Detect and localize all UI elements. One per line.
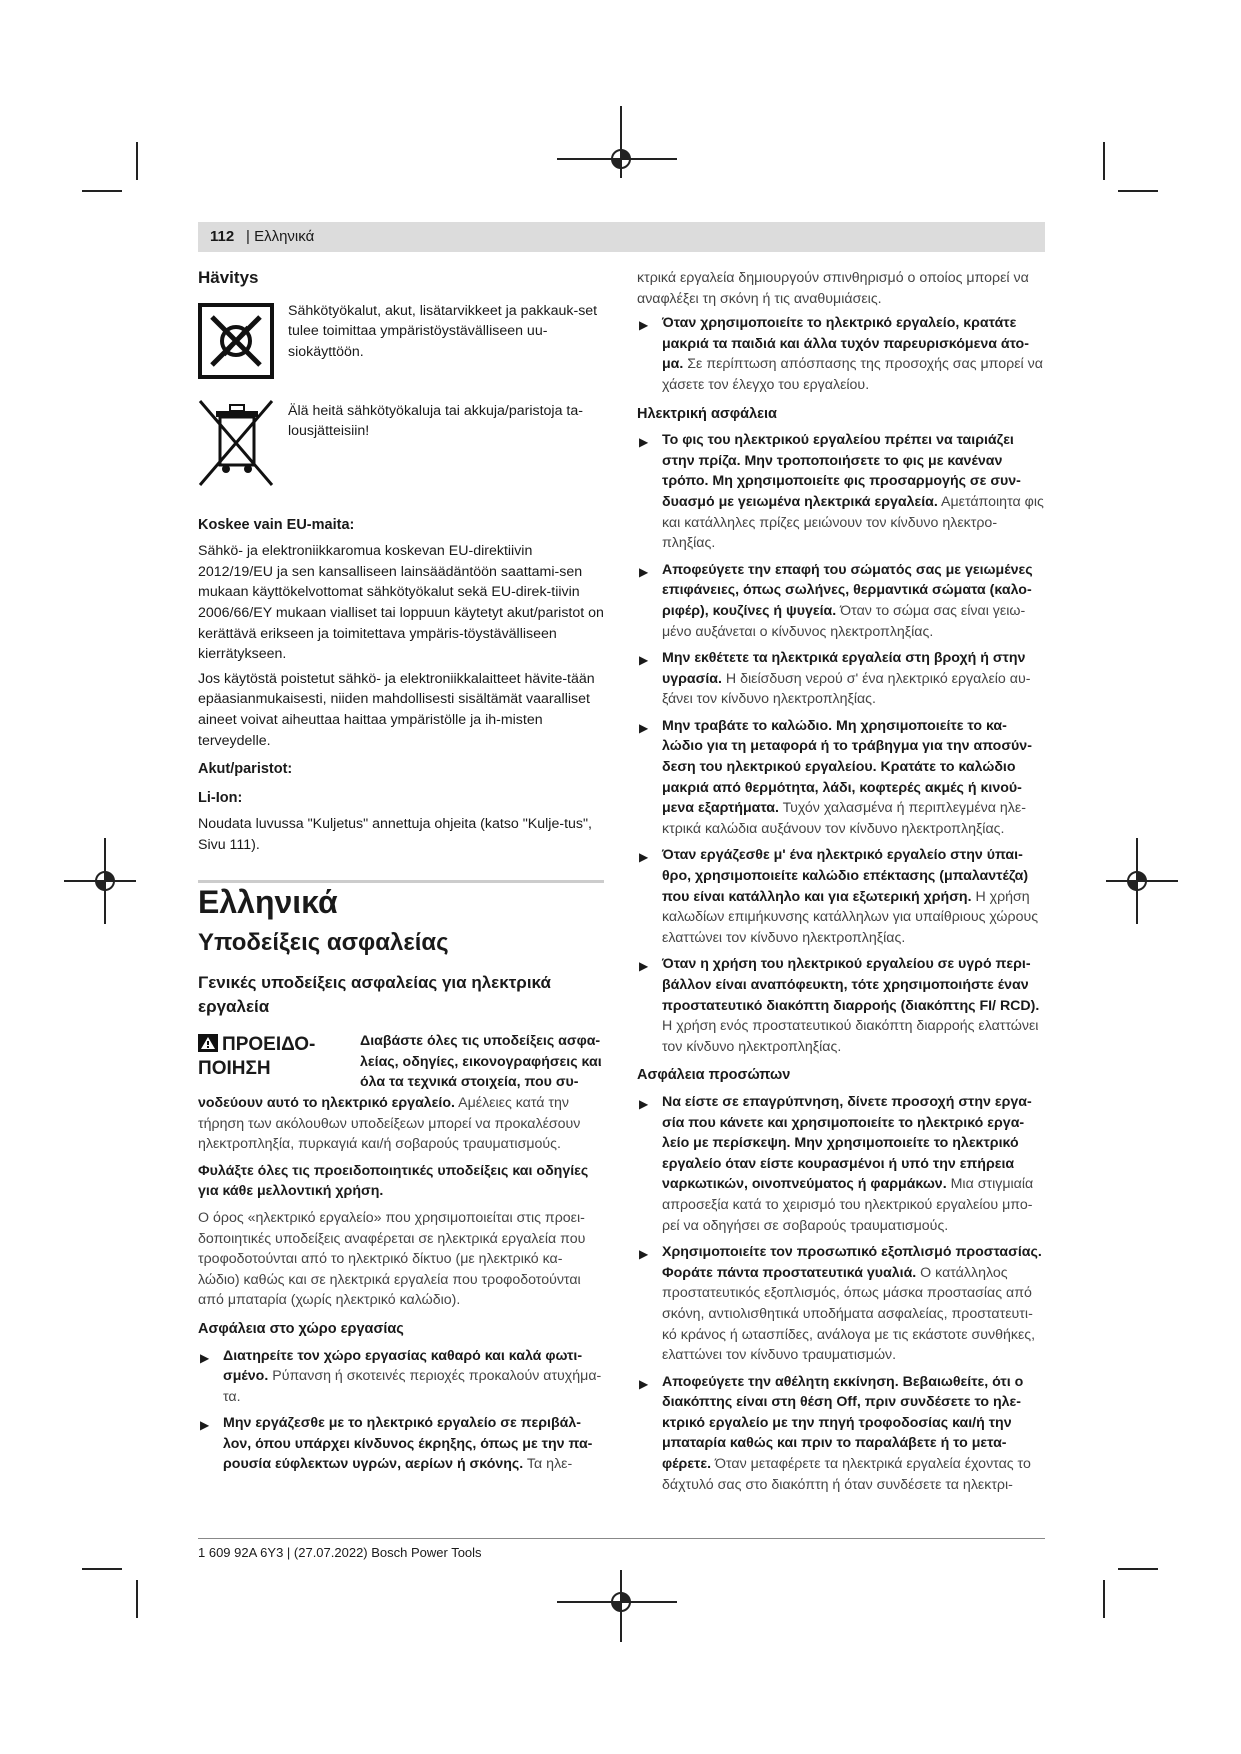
akut-title: Akut/paristot: <box>198 761 293 778</box>
list-item: ▶ Όταν εργάζεσθε μ' ένα ηλεκτρικό εργαλείο στην ύπαι-θρο, χρησιμοποιείτε καλώδιο επέκτασης (μπαλαντέζα) που είναι κατάλληλο και για εξωτερική χρήση. Η χρήση καλωδίων επιμήκυνσης κατάλληλων για υπαίθριους χώρους ελαττώνει τον κίνδυνο ηλεκτροπληξίας. <box>639 847 1039 946</box>
page-footer: 1 609 92A 6Y3 | (27.07.2022) Bosch Power Tools <box>198 1545 482 1560</box>
bullet-icon: ▶ <box>639 564 649 579</box>
crop-mark <box>1118 190 1158 192</box>
list-item: ▶ Όταν χρησιμοποιείτε το ηλεκτρικό εργαλείο, κρατάτε μακριά τα παιδιά και άλλα τυχόν παρευρισκόμενα άτο-μα. Σε περίπτωση απόσπασης της προσοχής σας μπορεί να χάσετε τον έλεγχο του εργαλείου. <box>639 315 1043 393</box>
page-language: | Ελληνικά <box>246 228 315 245</box>
crop-mark <box>82 1568 122 1570</box>
crop-mark <box>1103 142 1105 180</box>
right-column <box>637 268 1045 1501</box>
language-title: Ελληνικά <box>198 884 338 920</box>
crop-mark <box>136 1580 138 1618</box>
left-column <box>198 268 604 860</box>
crop-mark <box>1106 880 1178 882</box>
safety-title: Υποδείξεις ασφαλείας <box>198 928 449 956</box>
hvitys-paragraph-2: Älä heitä sähkötyökaluja tai akkuja/paristoja ta-lousjätteisiin! <box>288 402 583 440</box>
crop-mark <box>1103 1580 1105 1618</box>
eu-title: Koskee vain EU-maita: <box>198 516 355 533</box>
crop-mark <box>557 158 677 160</box>
list-item: ▶ Μην εκθέτετε τα ηλεκτρικά εργαλεία στη βροχή ή στην υγρασία. Η διείσδυση νερού σ' ένα ηλεκτρικό εργαλείο αυ-ξάνει τον κίνδυνο ηλεκτροπληξίας. <box>639 650 1031 708</box>
bullet-icon: ▶ <box>639 435 649 450</box>
crop-mark <box>1118 1568 1158 1570</box>
crop-mark <box>136 142 138 180</box>
warning-label: ΠΡΟΕΙΔΟ-ΠΟΙΗΣΗ <box>198 1034 316 1080</box>
electrical-safety-title: Ηλεκτρική ασφάλεια <box>637 405 777 422</box>
crossed-bin-icon <box>198 399 274 489</box>
page-number: 112 <box>210 228 235 245</box>
section-rule <box>198 880 604 883</box>
general-safety-title: Γενικές υποδείξεις ασφαλείας για ηλεκτρικά εργαλεία <box>198 973 551 1017</box>
list-item: ▶ Να είστε σε επαγρύπνηση, δίνετε προσοχή στην εργα-σία που κάνετε και χρησιμοποιείτε το ηλεκτρικό εργα-λείο με περίσκεψη. Μην χρησιμοποιείτε το ηλεκτρικό εργαλείο όταν είστε κουρασμένοι ή υπό την επήρεια ναρκωτικών, οινοπνεύματος ή φαρμάκων. Μια στιγμιαία απροσεξία κατά το χειρισμό του ηλεκτρικού εργαλείου μπο-ρεί να οδηγήσει σε σοβαρούς τραυματισμούς. <box>639 1093 1034 1234</box>
list-item: ▶ Όταν η χρήση του ηλεκτρικού εργαλείου σε υγρό περι-βάλλον είναι αναπόφευκτη, τότε χρησιμοποιήστε έναν προστατευτικό διακόπτη διαρροής (διακόπτης FI/ RCD). Η χρήση ενός προστατευτικού διακόπτη διαρροής ελαττώνει τον κίνδυνο ηλεκτροπληξίας. <box>639 956 1040 1055</box>
list-item: ▶ Μην τραβάτε το καλώδιο. Μη χρησιμοποιείτε το κα-λώδιο για τη μεταφορά ή το τράβηγμα για την αποσύν-δεση του ηλεκτρικού εργαλείου. Κρατάτε το καλώδιο μακριά από θερμότητα, λάδι, κοφτερές ακμές ή κινού-μενα εξαρτήματα. Τυχόν χαλασμένα ή περιπλεγμένα ηλε-κτρικά καλώδια αυξάνουν τον κίνδυνο ηλεκτροπληξίας. <box>639 717 1032 837</box>
warning-text: Αμέλειες κατά την τήρηση των ακόλουθων υποδείξεων μπορεί να προκαλέσουν ηλεκτροπληξία, πυρκαγιά και/ή σοβαρούς τραυματισμούς. <box>198 1094 581 1153</box>
warning-bold: Διαβάστε όλες τις υποδείξεις ασφα-λείας, οδηγίες, εικονογραφήσεις και όλα τα τεχνικά στοιχεία, που συ-νοδεύουν αυτό το ηλεκτρικό εργαλείο. <box>198 1033 602 1111</box>
section-title-havitys: Hävitys <box>198 268 259 287</box>
list-item: ▶ Αποφεύγετε την αθέλητη εκκίνηση. Βεβαιωθείτε, ότι ο διακόπτης είναι στη θέση Off, πριν συνδέσετε το ηλε-κτρικό εργαλείο με την πηγή τροφοδοσίας και/ή την μπαταρία καθώς και πριν το παραλάβετε ή το μετα-φέρετε. Όταν μεταφέρετε τα ηλεκτρικά εργαλεία έχοντας το δάχτυλό σας στο διακόπτη ή όταν συνδέσετε τα ηλεκτρι- <box>639 1373 1031 1493</box>
bullet-icon: ▶ <box>639 850 649 865</box>
warning-block <box>198 1031 604 1161</box>
work-area-title: Ασφάλεια στο χώρο εργασίας <box>198 1320 404 1337</box>
bullet-icon: ▶ <box>639 959 649 974</box>
term-paragraph: Ο όρος «ηλεκτρικό εργαλείο» που χρησιμοποιείται στις προει-δοποιητικές υποδείξεις αναφέρεται σε ηλεκτρικά εργαλεία που τροφοδοτούνται από το ηλεκτρικό δίκτυο (με ηλεκτρικό κα-λώδιο) καθώς και σε ηλεκτρικά εργαλεία που τροφοδοτούνται από μπαταρία (χωρίς ηλεκτρικό καλώδιο). <box>198 1209 586 1309</box>
keep-instructions: Φυλάξτε όλες τις προειδοποιητικές υποδείξεις και οδηγίες για κάθε μελλοντική χρήση. <box>198 1162 589 1200</box>
list-item: ▶ Αποφεύγετε την επαφή του σώματός σας με γειωμένες επιφάνειες, όπως σωλήνες, θερμαντικά σώματα (καλο-ριφέρ), κουζίνες ή ψυγεία. Όταν το σώμα σας είναι γειω-μένο αυξάνεται ο κίνδυνος ηλεκτροπληξίας. <box>639 561 1033 640</box>
continued-paragraph: κτρικά εργαλεία δημιουργούν σπινθηρισμό ο οποίος μπορεί να αναφλέξει τη σκόνη ή τις αναθυμιάσεις. <box>637 270 1029 307</box>
crop-mark <box>557 1601 677 1603</box>
liion-title: Li-Ion: <box>198 789 243 806</box>
crop-mark <box>82 190 122 192</box>
personal-safety-title: Ασφάλεια προσώπων <box>637 1067 791 1084</box>
hvitys-paragraph-1: Sähkötyökalut, akut, lisätarvikkeet ja pakkauk-set tulee toimittaa ympäristöystävälliseen uu-siokäyttöön. <box>288 302 598 360</box>
list-item: ▶ Μην εργάζεσθε με το ηλεκτρικό εργαλείο σε περιβάλ-λον, όπου υπάρχει κίνδυνος έκρηξης, όπως με την πα-ρουσία εύφλεκτων υγρών, αερίων ή σκόνης. Τα ηλε- <box>200 1415 593 1473</box>
bullet-icon: ▶ <box>639 1247 649 1262</box>
liion-paragraph: Noudata luvussa "Kuljetus" annettuja ohjeita (katso "Kulje-tus", Sivu 111). <box>198 816 592 853</box>
bullet-icon: ▶ <box>200 1418 210 1433</box>
list-item: ▶ Χρησιμοποιείτε τον προσωπικό εξοπλισμό προστασίας. Φοράτε πάντα προστατευτικά γυαλιά. Ο κατάλληλος προστατευτικός εξοπλισμός, όπως μάσκα προστασίας από σκόνη, αντιολισθητικά υποδήματα ασφαλείας, προστατευτι-κό κράνος ή ωτασπίδες, ανάλογα με τις εκάστοτε συνθήκες, ελαττώνει τον κίνδυνο τραυματισμών. <box>639 1244 1042 1364</box>
bullet-icon: ▶ <box>639 653 649 668</box>
bullet-icon: ▶ <box>639 1096 649 1111</box>
eu-paragraph-2: Jos käytöstä poistetut sähkö- ja elektroniikkalaitteet hävite-tään epäasianmukaisesti, niiden mahdollisesti sisältämät vaaralliset aineet voivat aiheuttaa haittaa ympäristölle ja ih-misten terveydelle. <box>198 670 595 749</box>
left-column-greek <box>198 884 604 1481</box>
bullet-icon: ▶ <box>639 720 649 735</box>
list-item: ▶ Το φις του ηλεκτρικού εργαλείου πρέπει να ταιριάζει στην πρίζα. Μην τροποποιήσετε το φις με κανέναν τρόπο. Μη χρησιμοποιείτε φις προσαρμογής σε συν-δυασμό με γειωμένα ηλεκτρικά εργαλεία. Αμετάποιητα φις και κατάλληλες πρίζες μειώνουν τον κίνδυνο ηλεκτρο-πληξίας. <box>639 432 1044 552</box>
crop-mark <box>64 880 136 882</box>
list-item: ▶ Διατηρείτε τον χώρο εργασίας καθαρό και καλά φωτι-σμένο. Ρύπανση ή σκοτεινές περιοχές προκαλούν ατυχήμα-τα. <box>200 1347 602 1405</box>
footer-rule <box>198 1538 1045 1539</box>
bullet-icon: ▶ <box>639 1376 649 1391</box>
warning-triangle-icon <box>198 1034 218 1052</box>
page-header <box>198 222 1045 252</box>
eu-paragraph-1: Sähkö- ja elektroniikkaromua koskevan EU-direktiivin 2012/19/EU ja sen kansalliseen lainsäädäntöön saattami-sen mukaan käyttökelvottomat sähkötyökalut sekä EU-direk-tiivin 2006/66/EY mukaan vialliset tai loppuun käytetyt akut/paristot on kerättävä erikseen ja toimitettava ympäris-töystävälliseen kierrätykseen. <box>198 543 604 663</box>
crop-mark <box>620 106 622 178</box>
crop-mark <box>620 1570 622 1642</box>
bullet-icon: ▶ <box>639 318 649 333</box>
bullet-icon: ▶ <box>200 1350 210 1365</box>
recycle-symbol-icon <box>198 303 274 379</box>
